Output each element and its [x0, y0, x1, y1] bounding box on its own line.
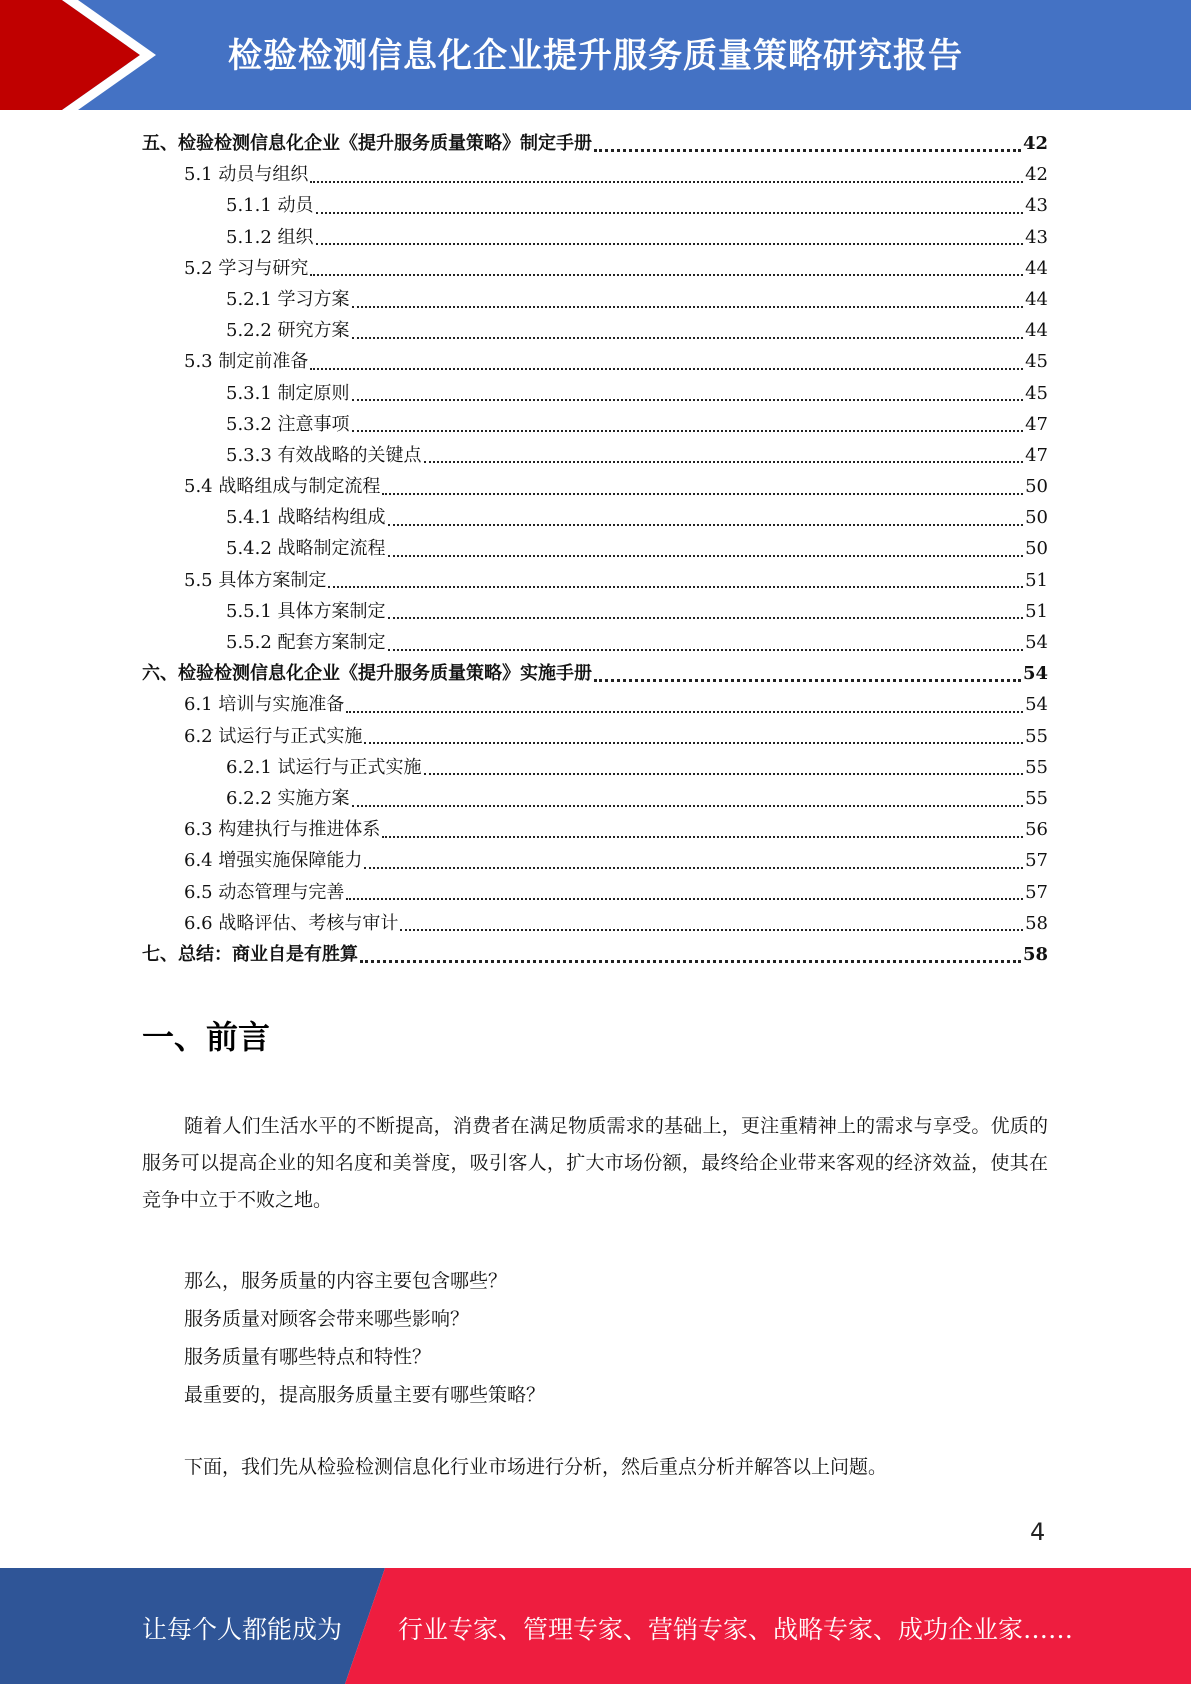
question-list	[184, 1262, 1044, 1414]
toc-entry-page: 51	[1025, 569, 1048, 591]
toc-entry-page: 55	[1025, 787, 1048, 809]
question-item: 那么，服务质量的内容主要包含哪些？	[184, 1270, 508, 1292]
toc-dot-leader	[328, 586, 1023, 588]
toc-entry-label: 5.1 动员与组织	[184, 164, 309, 186]
toc-entry-label: 5.4 战略组成与制定流程	[184, 476, 381, 498]
toc-entry-page: 54	[1025, 632, 1048, 653]
toc-dot-leader	[360, 960, 1021, 963]
toc-entry-label: 5.5.1 具体方案制定	[226, 600, 386, 622]
toc-entry[interactable]	[142, 128, 1048, 159]
toc-entry[interactable]	[142, 658, 1048, 689]
toc-entry[interactable]	[142, 565, 1048, 596]
toc-entry[interactable]	[142, 159, 1048, 190]
toc-entry[interactable]	[142, 346, 1048, 377]
toc-entry[interactable]	[142, 471, 1048, 502]
toc-entry-label: 6.6 战略评估、考核与审计	[184, 912, 399, 934]
toc-dot-leader	[352, 430, 1024, 432]
toc-entry-page: 45	[1025, 382, 1048, 404]
toc-entry[interactable]	[142, 908, 1048, 939]
toc-entry[interactable]	[142, 253, 1048, 284]
toc-entry[interactable]	[142, 689, 1048, 720]
toc-dot-leader	[316, 212, 1024, 214]
toc-dot-leader	[388, 617, 1024, 619]
toc-entry-page: 50	[1025, 507, 1048, 529]
toc-entry-page: 55	[1025, 756, 1048, 778]
header-banner	[0, 0, 1191, 110]
toc-entry[interactable]	[142, 877, 1048, 908]
toc-entry[interactable]	[142, 814, 1048, 845]
toc-entry-label: 6.2.2 实施方案	[226, 787, 350, 809]
toc-dot-leader	[388, 649, 1024, 651]
toc-entry-label: 6.4 增强实施保障能力	[184, 850, 363, 872]
toc-entry-page: 42	[1025, 164, 1048, 186]
toc-dot-leader	[310, 181, 1023, 183]
toc-dot-leader	[594, 149, 1021, 152]
toc-entry[interactable]	[142, 533, 1048, 564]
toc-entry-label: 六、检验检测信息化企业《提升服务质量策略》实施手册	[142, 663, 592, 685]
question-item: 最重要的，提高服务质量主要有哪些策略？	[184, 1384, 546, 1406]
toc-entry-page: 57	[1025, 881, 1048, 903]
toc-dot-leader	[352, 805, 1024, 807]
toc-entry[interactable]	[142, 939, 1048, 970]
toc-entry[interactable]	[142, 596, 1048, 627]
toc-entry-label: 5.1.2 组织	[226, 226, 314, 248]
toc-dot-leader	[352, 306, 1024, 308]
closing-paragraph: 下面，我们先从检验检测信息化行业市场进行分析，然后重点分析并解答以上问题。	[184, 1456, 888, 1478]
toc-dot-leader	[364, 867, 1023, 869]
toc-entry[interactable]	[142, 783, 1048, 814]
toc-entry-page: 44	[1025, 320, 1048, 342]
footer-slogan-left: 让每个人都能成为	[142, 1615, 343, 1644]
toc-entry[interactable]	[142, 284, 1048, 315]
toc-dot-leader	[346, 898, 1023, 900]
table-of-contents	[142, 128, 1048, 970]
toc-entry-page: 47	[1025, 444, 1048, 466]
toc-entry[interactable]	[142, 845, 1048, 876]
toc-entry-label: 5.4.1 战略结构组成	[226, 507, 386, 529]
question-item: 服务质量对顾客会带来哪些影响？	[184, 1308, 470, 1330]
toc-entry-label: 五、检验检测信息化企业《提升服务质量策略》制定手册	[142, 133, 592, 154]
page-number: 4	[1030, 1518, 1046, 1546]
toc-entry-label: 5.2 学习与研究	[184, 257, 309, 279]
toc-dot-leader	[382, 493, 1023, 495]
toc-entry-page: 57	[1025, 850, 1048, 872]
toc-entry[interactable]	[142, 627, 1048, 658]
toc-dot-leader	[352, 337, 1024, 339]
footer-slogan-right: 行业专家、管理专家、营销专家、战略专家、成功企业家……	[398, 1615, 1074, 1644]
toc-entry[interactable]	[142, 440, 1048, 471]
toc-entry-page: 42	[1022, 133, 1048, 154]
toc-dot-leader	[400, 929, 1023, 931]
toc-entry-page: 55	[1025, 725, 1048, 747]
toc-entry-label: 6.5 动态管理与完善	[184, 881, 345, 903]
toc-entry[interactable]	[142, 721, 1048, 752]
section-heading: 一、前言	[142, 1018, 271, 1056]
toc-entry-label: 5.3.3 有效战略的关键点	[226, 444, 422, 466]
toc-dot-leader	[316, 243, 1024, 245]
toc-dot-leader	[364, 742, 1023, 744]
toc-entry-label: 5.3 制定前准备	[184, 351, 309, 373]
toc-dot-leader	[424, 773, 1024, 775]
toc-entry-label: 七、总结：商业自是有胜算	[142, 943, 358, 965]
toc-entry-label: 6.2.1 试运行与正式实施	[226, 756, 422, 778]
toc-entry-page: 54	[1025, 694, 1048, 716]
toc-entry-label: 5.5.2 配套方案制定	[226, 632, 386, 653]
toc-entry-label: 5.4.2 战略制定流程	[226, 538, 386, 560]
toc-entry-label: 6.1 培训与实施准备	[184, 694, 345, 716]
toc-entry[interactable]	[142, 409, 1048, 440]
toc-entry-page: 50	[1025, 538, 1048, 560]
header-arrow-graphic	[0, 0, 200, 110]
toc-entry-page: 50	[1025, 476, 1048, 498]
toc-entry-page: 56	[1025, 819, 1048, 841]
footer-banner	[0, 1568, 1191, 1684]
toc-entry-page: 58	[1025, 912, 1048, 934]
toc-entry[interactable]	[142, 378, 1048, 409]
intro-paragraph: 随着人们生活水平的不断提高，消费者在满足物质需求的基础上，更注重精神上的需求与享受。优质的服务可以提高企业的知名度和美誉度，吸引客人，扩大市场份额，最终给企业带来客观的经济效益，使其在竞争中立于不败之地。	[142, 1115, 1048, 1211]
toc-entry-page: 58	[1022, 943, 1048, 965]
toc-entry-page: 47	[1025, 413, 1048, 435]
toc-entry-page: 43	[1025, 195, 1048, 217]
toc-dot-leader	[424, 461, 1024, 463]
toc-entry-page: 44	[1025, 257, 1048, 279]
toc-entry[interactable]	[142, 502, 1048, 533]
header-title: 检验检测信息化企业提升服务质量策略研究报告	[228, 36, 963, 76]
toc-entry[interactable]	[142, 222, 1048, 253]
toc-entry-label: 5.5 具体方案制定	[184, 569, 327, 591]
toc-entry-label: 5.1.1 动员	[226, 195, 314, 217]
toc-dot-leader	[310, 274, 1023, 276]
toc-entry-label: 5.2.1 学习方案	[226, 288, 350, 310]
toc-entry-page: 43	[1025, 226, 1048, 248]
toc-entry-label: 6.2 试运行与正式实施	[184, 725, 363, 747]
toc-dot-leader	[388, 524, 1024, 526]
toc-dot-leader	[346, 711, 1023, 713]
toc-entry-page: 44	[1025, 288, 1048, 310]
toc-entry-page: 54	[1022, 663, 1048, 685]
toc-dot-leader	[352, 399, 1024, 401]
toc-entry-label: 5.3.2 注意事项	[226, 413, 350, 435]
toc-entry[interactable]	[142, 752, 1048, 783]
toc-entry-label: 5.2.2 研究方案	[226, 320, 350, 342]
question-item: 服务质量有哪些特点和特性？	[184, 1346, 432, 1368]
toc-entry-page: 45	[1025, 351, 1048, 373]
toc-dot-leader	[594, 679, 1021, 682]
toc-entry[interactable]	[142, 315, 1048, 346]
toc-entry[interactable]	[142, 190, 1048, 221]
toc-dot-leader	[388, 555, 1024, 557]
toc-entry-label: 5.3.1 制定原则	[226, 382, 350, 404]
toc-dot-leader	[310, 368, 1023, 370]
toc-entry-page: 51	[1025, 600, 1048, 622]
toc-dot-leader	[382, 836, 1023, 838]
toc-entry-label: 6.3 构建执行与推进体系	[184, 819, 381, 841]
